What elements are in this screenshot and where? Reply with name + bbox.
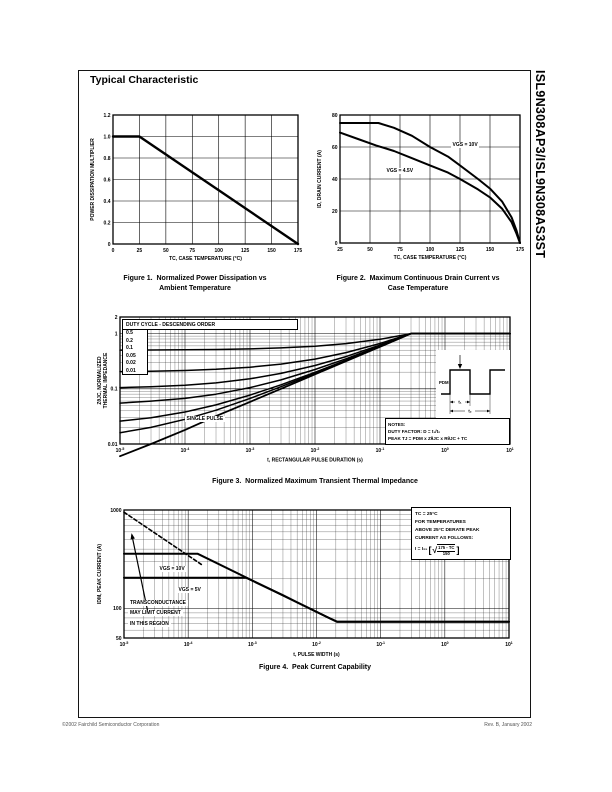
figure1-caption	[62, 274, 328, 294]
formula-numerator: 175 - TC	[438, 544, 455, 550]
svg-text:IDM, PEAK CURRENT (A): IDM, PEAK CURRENT (A)	[97, 544, 103, 604]
svg-text:t₁: t₁	[458, 399, 462, 405]
svg-text:50: 50	[163, 248, 169, 254]
svg-text:175: 175	[293, 248, 303, 254]
figure3-notes-box	[385, 418, 510, 445]
notes-line: PEAK TJ = PDM x ZθJC x RθJC + TC	[388, 436, 468, 442]
svg-text:0: 0	[107, 241, 111, 248]
svg-text:125: 125	[240, 248, 250, 254]
svg-text:25: 25	[136, 248, 143, 254]
figure1-caption-line1: Figure 1. Normalized Power Dissipation vs	[123, 275, 267, 282]
svg-text:40: 40	[331, 176, 338, 183]
svg-text:100: $10^0$	[441, 641, 449, 648]
notes-line: DUTY FACTOR: D = t₁/t₂	[388, 428, 441, 434]
svg-text:10-1: $10^{-1}$	[376, 641, 386, 648]
info-line: CURRENT AS FOLLOWS:	[415, 536, 474, 542]
figure2-drain-current-chart	[315, 103, 535, 271]
figure4-caption-line1: Figure 4. Peak Current Capability	[258, 664, 372, 671]
svg-text:100: 100	[214, 248, 223, 254]
svg-text:THERMAL IMPEDANCE: THERMAL IMPEDANCE	[103, 352, 109, 409]
figure1-power-dissipation-chart	[88, 103, 310, 271]
duty-cycle-value: 0.2	[126, 337, 133, 344]
svg-text:125: 125	[455, 247, 465, 253]
footer-copyright: ©2002 Fairchild Semiconductor Corporation	[62, 722, 160, 728]
figure2-vgs45-curve-label: VGS = 4.5V	[386, 168, 414, 174]
svg-text:101: $10^1$	[506, 447, 514, 454]
svg-text:POWER DISSIPATION MULTIPLIER: POWER DISSIPATION MULTIPLIER	[90, 138, 96, 221]
svg-text:50: 50	[115, 635, 122, 642]
svg-text:80: 80	[331, 112, 338, 119]
svg-text:10-4: $10^{-4}$	[180, 447, 190, 454]
figure3-duty-cycle-legend-header: DUTY CYCLE - DESCENDING ORDER	[122, 319, 298, 330]
svg-text:10-5: $10^{-5}$	[119, 641, 129, 648]
svg-text:1.2: 1.2	[103, 112, 111, 119]
svg-text:75: 75	[397, 247, 403, 253]
svg-text:1000: 1000	[110, 507, 122, 514]
info-line: ABOVE 25°C DERATE PEAK	[415, 527, 480, 533]
svg-text:10-1: $10^{-1}$	[375, 447, 385, 454]
svg-text:ID, DRAIN CURRENT (A): ID, DRAIN CURRENT (A)	[317, 150, 323, 208]
svg-text:100: 100	[425, 247, 435, 253]
svg-text:75: 75	[189, 248, 196, 254]
svg-text:1.0: 1.0	[103, 134, 111, 141]
formula-open-bracket: [	[428, 544, 432, 555]
figure4-vgs10-curve-label: VGS = 10V	[159, 566, 185, 572]
page-title: Typical Characteristic	[90, 74, 199, 86]
svg-text:60: 60	[331, 144, 338, 151]
duty-cycle-value: 0.02	[126, 360, 136, 366]
svg-text:0.6: 0.6	[103, 177, 111, 184]
svg-text:10-2: $10^{-2}$	[312, 641, 321, 648]
svg-text:150: 150	[267, 248, 276, 254]
figure4-derating-info-box	[411, 507, 511, 560]
region-note-line: IN THIS REGION	[130, 620, 169, 627]
duty-cycle-value: 0.05	[126, 352, 136, 359]
figure1-caption-line2: Ambient Temperature	[159, 285, 231, 292]
figure2-caption-line1: Figure 2. Maximum Continuous Drain Current vs	[336, 275, 500, 282]
svg-text:10-2: $10^{-2}$	[310, 447, 320, 454]
svg-text:10-4: $10^{-4}$	[183, 641, 193, 648]
svg-text:101: $10^1$	[505, 641, 513, 648]
svg-text:50: 50	[367, 247, 373, 253]
svg-text:100: 100	[113, 606, 122, 613]
duty-cycle-value: 0.5	[126, 330, 133, 336]
figure2-caption	[290, 274, 546, 294]
duty-cycle-value: 0.1	[126, 345, 133, 351]
svg-text:0.1: 0.1	[110, 386, 118, 393]
derating-formula	[415, 544, 507, 556]
svg-text:0: 0	[334, 240, 338, 247]
formula-denominator: 150	[442, 550, 450, 556]
svg-text:0.01: 0.01	[107, 441, 118, 448]
region-note-line: MAY LIMIT CURRENT	[130, 610, 181, 617]
svg-text:0: 0	[111, 248, 115, 254]
svg-text:0.2: 0.2	[103, 220, 111, 227]
figure3-caption-line1: Figure 3. Normalized Maximum Transient Thermal Impedance	[212, 478, 418, 485]
figure2-vgs10-curve-label: VGS = 10V	[452, 142, 478, 148]
figure4-vgs5-curve-label: VGS = 5V	[178, 587, 201, 593]
figure4-transconductance-note	[128, 600, 188, 631]
formula-fraction	[437, 544, 455, 556]
figure4-caption	[95, 663, 535, 673]
svg-text:2: 2	[114, 314, 118, 321]
formula-lhs: I = I₂₅	[415, 547, 428, 553]
svg-text:10-5: $10^{-5}$	[115, 447, 125, 454]
formula-close-bracket: ]	[456, 544, 460, 555]
svg-text:ZθJC, NORMALIZED: ZθJC, NORMALIZED	[97, 356, 103, 405]
svg-text:PDM: PDM	[439, 380, 449, 385]
info-line: TC = 25°C	[415, 511, 438, 517]
svg-text:0.4: 0.4	[103, 198, 111, 205]
svg-text:10-3: $10^{-3}$	[245, 447, 255, 454]
figure3-caption	[95, 477, 535, 487]
figure2-caption-line2: Case Temperature	[387, 285, 449, 292]
notes-line: NOTES:	[388, 421, 406, 427]
svg-text:0.8: 0.8	[103, 155, 111, 162]
svg-text:100: $10^0$	[441, 447, 449, 454]
region-note-line: TRANSCONDUCTANCE	[130, 600, 187, 606]
svg-text:TC, CASE TEMPERATURE (°C): TC, CASE TEMPERATURE (°C)	[169, 256, 242, 262]
svg-text:25: 25	[337, 247, 343, 253]
info-line: FOR TEMPERATURES	[415, 519, 466, 525]
svg-text:TC, CASE TEMPERATURE (°C): TC, CASE TEMPERATURE (°C)	[393, 255, 467, 261]
svg-text:t, PULSE WIDTH (s): t, PULSE WIDTH (s)	[293, 652, 340, 658]
figure3-pulse-waveform-inset	[436, 350, 510, 418]
duty-cycle-value: 0.01	[126, 367, 136, 374]
svg-text:t, RECTANGULAR PULSE DURATION: t, RECTANGULAR PULSE DURATION (s)	[267, 457, 363, 464]
svg-text:175: 175	[515, 247, 525, 253]
formula-sqrt-symbol: √	[432, 544, 438, 555]
figure3-duty-cycle-legend-values	[122, 329, 148, 375]
footer-revision: Rev. B, January 2002	[484, 722, 532, 728]
svg-text:1: 1	[114, 331, 118, 338]
svg-text:20: 20	[331, 208, 338, 215]
svg-text:t₂: t₂	[468, 408, 472, 414]
part-number-side-text: ISL9N308AP3/ISL9N308AS3ST	[533, 70, 547, 259]
svg-text:10-3: $10^{-3}$	[247, 641, 257, 648]
figure3-single-pulse-label: SINGLE PULSE	[186, 416, 224, 422]
svg-text:150: 150	[485, 247, 495, 253]
